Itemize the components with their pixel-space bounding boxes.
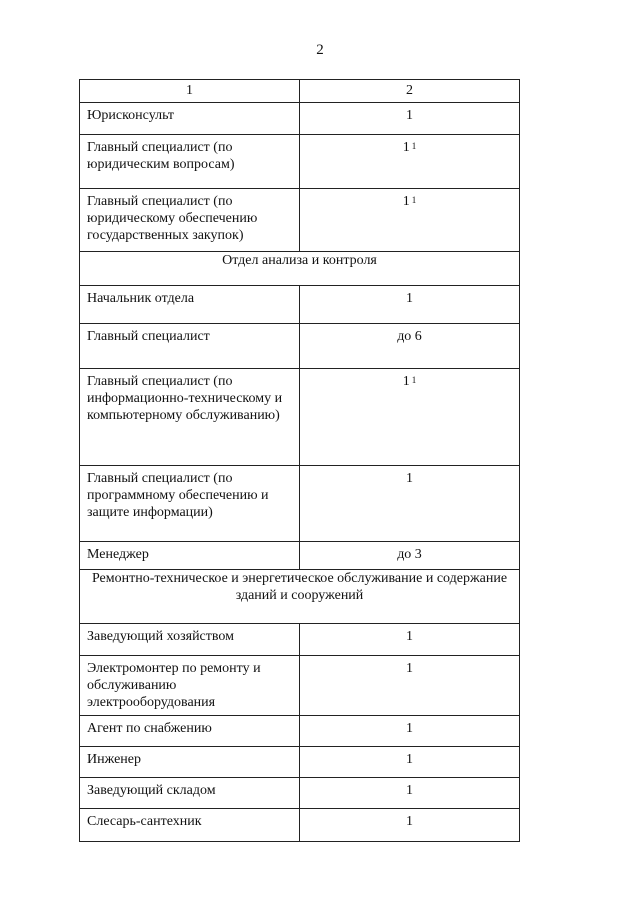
- footnote-marker: 1: [411, 375, 417, 385]
- page-number: 2: [316, 42, 324, 58]
- table-row: [80, 286, 520, 324]
- table-row: [80, 716, 520, 747]
- position-name: Юрисконсульт: [80, 103, 300, 135]
- position-count: до 6: [300, 324, 520, 369]
- footnote-marker: 1: [411, 141, 417, 151]
- position-count: 1 $^1$: [300, 189, 520, 252]
- table-row: [80, 747, 520, 778]
- position-count: 1: [300, 778, 520, 809]
- column-header-2: 2: [300, 80, 520, 103]
- position-count: 1: [300, 466, 520, 542]
- table-row: [80, 656, 520, 716]
- position-name: Менеджер: [80, 542, 300, 570]
- position-count: 1: [300, 809, 520, 842]
- position-count: 1: [300, 747, 520, 778]
- table-header-row: [80, 80, 520, 103]
- position-name: Слесарь-сантехник: [80, 809, 300, 842]
- column-header-1: 1: [80, 80, 300, 103]
- position-name: Агент по снабжению: [80, 716, 300, 747]
- position-name: Главный специалист (по программному обеспечению и защите информации): [80, 466, 300, 542]
- table-row: [80, 103, 520, 135]
- position-name: Главный специалист (по юридическому обеспечению государственных закупок): [80, 189, 300, 252]
- section-title-analysis: Отдел анализа и контроля: [80, 252, 520, 286]
- section-row: [80, 570, 520, 624]
- position-name: Заведующий складом: [80, 778, 300, 809]
- table-row: [80, 369, 520, 466]
- position-name: Главный специалист: [80, 324, 300, 369]
- table-row: [80, 624, 520, 656]
- position-count: 1: [300, 624, 520, 656]
- position-count: 1: [300, 656, 520, 716]
- position-count: 1: [300, 103, 520, 135]
- position-name: Главный специалист (по информационно-техническому и компьютерному обслуживанию): [80, 369, 300, 466]
- table-row: [80, 809, 520, 842]
- position-count: 1: [300, 286, 520, 324]
- position-count: до 3: [300, 542, 520, 570]
- footnote-marker: 1: [411, 195, 417, 205]
- position-name: Начальник отдела: [80, 286, 300, 324]
- table-row: [80, 189, 520, 252]
- position-count: 1 $^1$: [300, 369, 520, 466]
- table-row: [80, 135, 520, 189]
- position-name: Главный специалист (по юридическим вопросам): [80, 135, 300, 189]
- position-name: Электромонтер по ремонту и обслуживанию электрооборудования: [80, 656, 300, 716]
- position-name: Заведующий хозяйством: [80, 624, 300, 656]
- position-name: Инженер: [80, 747, 300, 778]
- section-title-maintenance: Ремонтно-техническое и энергетическое обслуживание и содержание зданий и сооружений: [80, 570, 520, 624]
- staffing-table: [79, 79, 520, 842]
- table-row: [80, 778, 520, 809]
- section-row: [80, 252, 520, 286]
- table-row: [80, 466, 520, 542]
- position-count: 1 $^1$: [300, 135, 520, 189]
- table-row: [80, 324, 520, 369]
- position-count: 1: [300, 716, 520, 747]
- table-row: [80, 542, 520, 570]
